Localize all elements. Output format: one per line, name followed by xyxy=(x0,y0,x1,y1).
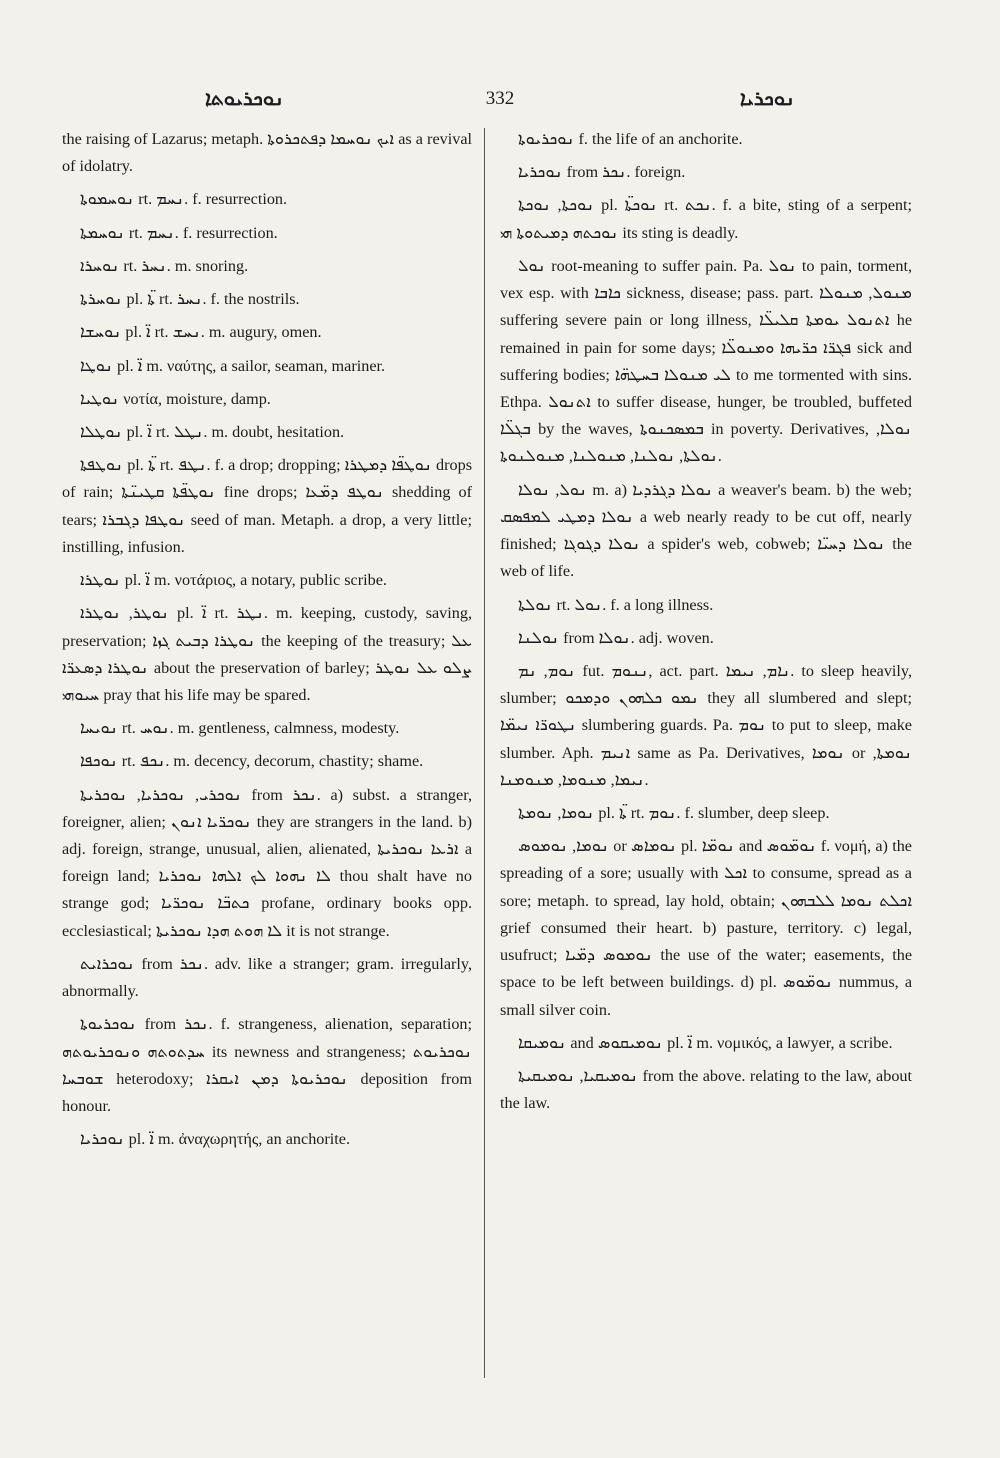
dictionary-entry: ܢܘܠܢܐ from ܢܘܠܐ. adj. woven. xyxy=(518,628,714,647)
dictionary-entry: ܢܘܠ, ܢܘܠܐ m. a) ܢܘܠܐ ܕܓܪܕܝܐ a weaver's beam. b) the web; ܢܘܠܐ ܕܡܛܝ ܠܡܦܣܩ a web nearly ready to be cut off, nearly finished; ܢܘܠܐ ܕܓܘܓܐ a spider's web, cobweb; ܢܘܠܐ ܕܚܝ̈ܐ the web of life. xyxy=(500,480,912,581)
dictionary-entry: ܢܘܚܪܬܐ pl. ܬܐ̈ rt. ܢܚܪ. f. the nostrils. xyxy=(80,290,300,309)
column-divider xyxy=(484,128,485,1378)
page-header xyxy=(60,86,940,120)
dictionary-entry: ܢܘܛܦܬܐ pl. ܬܐ̈ rt. ܢܛܦ. f. a drop; dropping; ܢܘܛܦ̈ܐ ܕܡܛܪܐ drops of rain; ܢܘܛܦ̈ܬܐ ܩܛܝܢ̈ܬܐ fine drops; ܢܘܛܦ ܕܡ̈ܥܐ shedding of tears; ܢܘܛܦܐ ܕܓܒܪܐ seed of man. Metaph. a drop, a very little; instilling, infusion. xyxy=(62,456,473,556)
running-head-left: ܢܘܟܪܝܘܬܐ xyxy=(205,86,284,110)
dictionary-entry: ܢܘܡܐ, ܢܘܡܘܣ or ܢܘܡܐܣ pl. ܢܘܡ̈ܐ and ܢܘܡ̈ܘܣ f. νομή, a) the spreading of a sore; usually with ܐܟܠ to consume, spread as a sore; metaph. to spread, lay hold, obtain; ܐܟܠܬ ܢܘܡܐ ܠܠܒܗܘܢ grief consumed their heart. b) pasture, territory. c) legal, usufruct; ܢܘܡܘܣ ܕܡ̈ܝܐ the use of the water; easements, the space to be left between buildings. d) pl. ܢܘܡ̈ܘܣ nummus, a small silver coin. xyxy=(500,837,912,1019)
dictionary-entry: ܢܘܟܪܐܝܬ from ܢܟܪ. adv. like a stranger; gram. irregularly, abnormally. xyxy=(62,954,473,1001)
dictionary-entry: ܢܘܟܦܐ rt. ܢܟܦ. m. decency, decorum, chastity; shame. xyxy=(80,752,424,771)
dictionary-entry: ܢܘܟܬܐ, ܢܘܟܬܐ pl. ܢܘܟܬ̈ܐ rt. ܢܟܬ. f. a bite, sting of a serpent; ܢܘܟܬܗ ܕܡܝܬܘܬܐ ܗܝ its sting is deadly. xyxy=(500,196,913,242)
dictionary-entry: ܢܘܛܠܐ pl. ܐ̈ rt. ܢܛܠ. m. doubt, hesitation. xyxy=(80,422,345,441)
dictionary-entry: ܢܘܚܪܐ rt. ܢܚܪ. m. snoring. xyxy=(80,256,249,275)
dictionary-entry: ܢܘܠܬܐ rt. ܢܘܠ. f. a long illness. xyxy=(518,595,714,614)
dictionary-entry: ܢܘܠ root-meaning to suffer pain. Pa. ܢܘܠ to pain, torment, vex esp. with ܟܐܒܐ sickness, disease; pass. part. ܡܢܘܠ, ܡܢܘܠܐ suffering severe pain or long illness, ܐܬܢܘܠ ܝܘܡܬܐ ܩܠܝܠ̈ܐ he remained in pain for some days; ܦܓܪ̈ܐ ܟܪ̈ܝܗܐ ܘܡܢܘܠ̈ܐ sick and suffering bodies; ܠܝ ܡܢܘܠܐ ܒܚܛܗ̈ܐ to me tormented with sins. Ethpa. ܐܬܢܘܠ to suffer disease, hunger, be troubled, buffeted ܒܓܠ̈ܐ by the waves, ܒܡܣܟܢܘܬܐ in poverty. Derivatives, ܢܘܠܐ, ܢܘܠܬܐ, ܢܘܠܢܐ, ܡܢܘܠܢܐ, ܡܢܘܠܢܘܬܐ. xyxy=(500,256,913,466)
dictionary-entry: ܢܘܟܪܝܐ from ܢܟܪ. foreign. xyxy=(518,163,686,182)
dictionary-entry: ܢܘܛܪ, ܢܘܛܪܐ pl. ܐ̈ rt. ܢܛܪ. m. keeping, custody, saving, preservation; ܢܘܛܪܐ ܕܒܝܬ ܓܙܐ the keeping of the treasury; ܥܠ ܢܘܛܪܐ ܕܣܥܪ̈ܐ about the preservation of barley; ܨܠܘ ܥܠ ܢܘܛܪ ܚܝܘܗܝ pray that his life may be spared. xyxy=(62,604,472,704)
dictionary-entry: ܢܘܡܝܩܝܐ, ܢܘܡܝܩܝܬܐ from the above. relating to the law, about the law. xyxy=(500,1067,913,1113)
dictionary-entry: ܢܘܟܪܝܐ pl. ܐ̈ m. ἀναχωρητής, an anchorite. xyxy=(80,1130,350,1149)
page-number: 332 xyxy=(485,88,515,109)
dictionary-entry: ܢܘܛܐ pl. ܐ̈ m. ναύτης, a sailor, seaman, mariner. xyxy=(80,356,386,375)
dictionary-entry: ܢܘܟܪܝܘܬܐ f. the life of an anchorite. xyxy=(518,130,743,148)
running-head-right: ܢܘܟܪܝܐ xyxy=(739,86,795,110)
dictionary-entry: ܢܘܚܡܬܐ rt. ܢܚܡ. f. resurrection. xyxy=(80,223,278,242)
dictionary-entry: the raising of Lazarus; metaph. ܐܝܟ ܢܘܚܡܐ ܕܦܬܟܪܘܬܐ as a revival of idolatry. xyxy=(62,130,473,176)
dictionary-entry: ܢܘܡܝܩܐ and ܢܘܡܝܩܘܣ pl. ܐ̈ m. νομικός, a lawyer, a scribe. xyxy=(518,1033,893,1052)
dictionary-entry: ܢܘܡܐ, ܢܘܡܬܐ pl. ܬܐ̈ rt. ܢܘܡ. f. slumber, deep sleep. xyxy=(518,804,830,823)
right-column xyxy=(500,126,912,1123)
dictionary-entry: ܢܘܡ, ܢܡ fut. ܢܢܘܡ, act. part. ܢܐܡ, ܢܝܡܐ. to sleep heavily, slumber; ܢܡܘ ܟܠܗܘܢ ܘܕܡܟܘ they all slumbered and slept; ܢܛܘܪ̈ܐ ܢܝܡ̈ܐ slumbering guards. Pa. ܢܘܡ to put to sleep, make slumber. Aph. ܐܢܝܡ same as Pa. Derivatives, ܢܘܡܐ or ܢܘܡܬܐ, ܢܝܡܐ, ܡܢܘܡܐ, ܡܢܘܡܢܐ. xyxy=(500,661,913,789)
dictionary-entry: ܢܘܛܪܐ pl. ܐ̈ m. νοτάριος, a notary, public scribe. xyxy=(80,571,387,590)
dictionary-entry: ܢܘܟܪܝܘܬܐ from ܢܟܪ. f. strangeness, alienation, separation; ܚܕܬܘܬܗ ܘܢܘܟܪܝܘܬܗ its newness and strangeness; ܢܘܟܪܝܘܬ ܫܘܒܚܐ heterodoxy; ܢܘܟܪܝܘܬܐ ܕܡܢ ܐܝܩܪܐ deposition from honour. xyxy=(62,1015,473,1115)
dictionary-entry: ܢܘܚܫܐ pl. ܐ̈ rt. ܢܚܫ. m. augury, omen. xyxy=(80,323,322,342)
dictionary-entry: ܢܘܟܪܝ, ܢܘܟܪܝܐ, ܢܘܟܪܝܬܐ from ܢܟܪ. a) subst. a stranger, foreigner, alien; ܢܘܟܪ̈ܝܐ ܐܢܘܢ they are strangers in the land. b) adj. foreign, strange, unusual, alien, alienated, ܐܪܥܐ ܢܘܟܪܝܬܐ a foreign land; ܠܐ ܢܗܘܐ ܠܟ ܐܠܗܐ ܢܘܟܪܝܐ thou shalt have no strange god; ܟܬܒ̈ܐ ܢܘܟܪ̈ܝܐ profane, ordinary books opp. ecclesiastical; ܠܐ ܗܘܬ ܗܕܐ ܢܘܟܪܝܬܐ it is not strange. xyxy=(62,785,473,940)
dictionary-entry: ܢܘܛܝܐ νοτία, moisture, damp. xyxy=(80,389,271,408)
dictionary-entry: ܢܘܝܚܐ rt. ܢܘܚ. m. gentleness, calmness, modesty. xyxy=(80,719,400,738)
left-column xyxy=(62,126,472,1159)
dictionary-entry: ܢܘܚܡܘܬܐ rt. ܢܚܡ. f. resurrection. xyxy=(80,190,288,209)
